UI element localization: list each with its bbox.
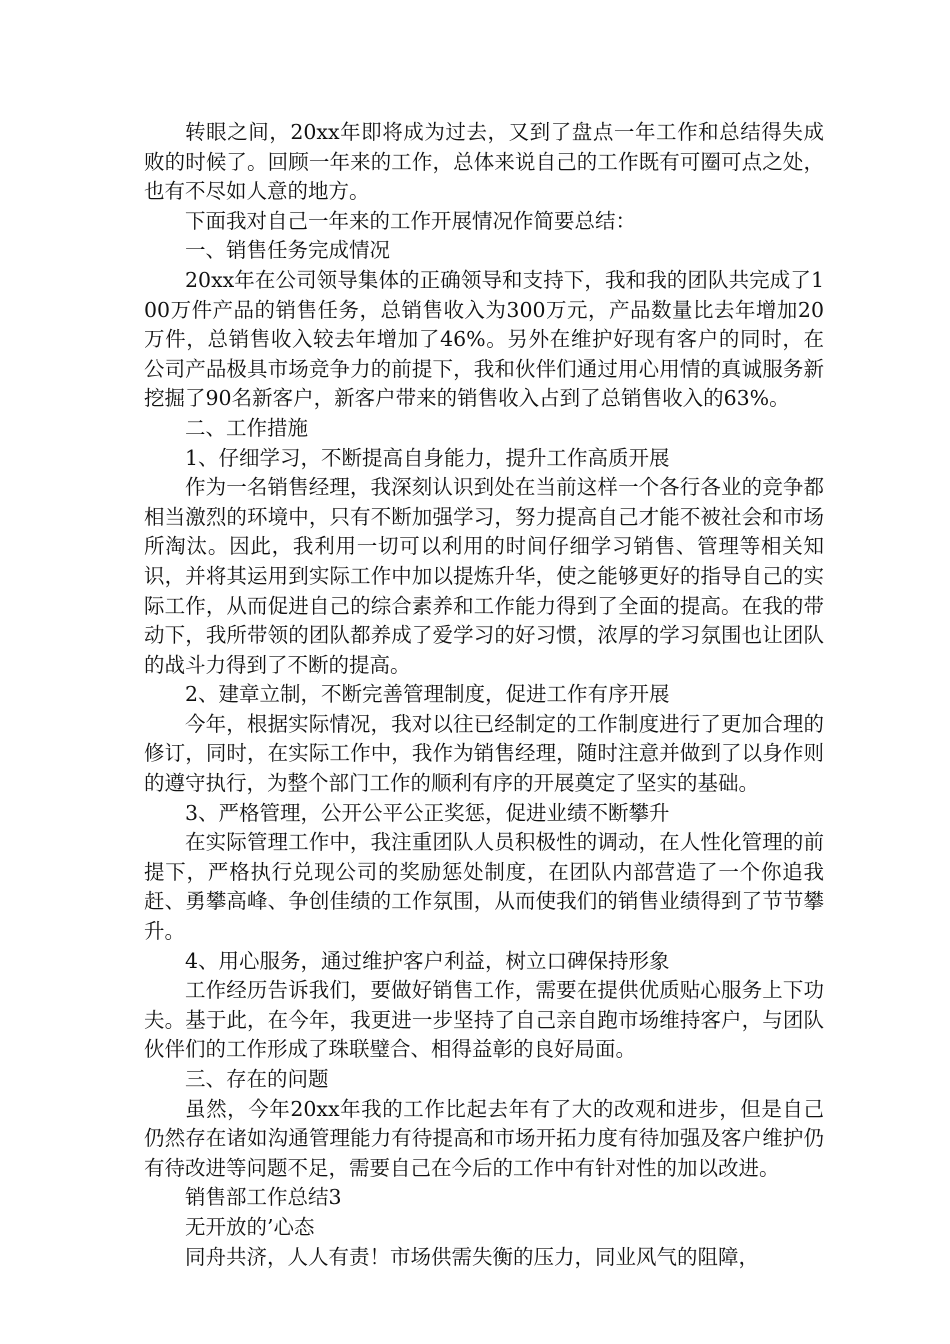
subheading-rules: 2、建章立制，不断完善管理制度，促进工作有序开展: [185, 682, 670, 707]
paragraph-intro: 转眼之间，20xx年即将成为过去，又到了盘点一年工作和总结得失成败的时候了。回顾一年来的工作，总体来说自己的工作既有可圈可点之处，也有不尽如人意的地方。: [144, 120, 824, 204]
paragraph-summary-lead: 下面我对自己一年来的工作开展情况作简要总结：: [185, 208, 636, 233]
subheading-open-mindset: 无开放的’心态: [185, 1214, 315, 1239]
paragraph-sales-results: 20xx年在公司领导集体的正确领导和支持下，我和我的团队共完成了100万件产品的销售任务，总销售收入为300万元，产品数量比去年增加20万件，总销售收入较去年增加了46%。另外在维护好现有客户的同时，在公司产品极具市场竞争力的前提下，我和伙伴们通过用心用情的真诚服务新挖掘了90名新客户，新客户带来的销售收入占到了总销售收入的63%。: [144, 267, 824, 411]
paragraph-study: 作为一名销售经理，我深刻认识到处在当前这样一个各行各业的竞争都相当激烈的环境中，只有不断加强学习，努力提高自己才能不被社会和市场所淘汰。因此，我利用一切可以利用的时间仔细学习销售、管理等相关知识，并将其运用到实际工作中加以提炼升华，使之能够更好的指导自己的实际工作，从而促进自己的综合素养和工作能力得到了全面的提高。在我的带动下，我所带领的团队都养成了爱学习的好习惯，浓厚的学习氛围也让团队的战斗力得到了不断的提高。: [144, 475, 824, 677]
section-heading-sales-tasks: 一、销售任务完成情况: [185, 238, 390, 263]
paragraph-problems: 虽然，今年20xx年我的工作比起去年有了大的改观和进步，但是自己仍然存在诸如沟通管理能力有待提高和市场开拓力度有待加强及客户维护仍有待改进等问题不足，需要自己在今后的工作中有针对性的加以改进。: [144, 1096, 824, 1180]
paragraph-management: 在实际管理工作中，我注重团队人员积极性的调动，在人性化管理的前提下，严格执行兑现公司的奖励惩处制度，在团队内部营造了一个你追我赶、勇攀高峰、争创佳绩的工作氛围，从而使我们的销售业绩得到了节节攀升。: [144, 830, 824, 944]
subheading-study: 1、仔细学习，不断提高自身能力，提升工作高质开展: [185, 445, 670, 470]
document-body: [144, 118, 824, 1272]
section-heading-problems: 三、存在的问题: [185, 1067, 329, 1091]
paragraph-teamwork: 同舟共济，人人有责！市场供需失衡的压力，同业风气的阻障，: [185, 1244, 759, 1269]
paragraph-rules: 今年，根据实际情况，我对以往已经制定的工作制度进行了更加合理的修订，同时，在实际工作中，我作为销售经理，随时注意并做到了以身作则的遵守执行，为整个部门工作的顺利有序的开展奠定了坚实的基础。: [144, 711, 824, 796]
subheading-service: 4、用心服务，通过维护客户利益，树立口碑保持形象: [185, 948, 670, 973]
section-heading-measures: 二、工作措施: [185, 415, 308, 440]
document-title-3: 销售部工作总结3: [185, 1185, 342, 1210]
subheading-management: 3、严格管理，公开公平公正奖惩，促进业绩不断攀升: [185, 800, 670, 825]
paragraph-service: 工作经历告诉我们，要做好销售工作，需要在提供优质贴心服务上下功夫。基于此，在今年，我更进一步坚持了自己亲自跑市场维持客户，与团队伙伴们的工作形成了珠联璧合、相得益彰的良好局面。: [144, 978, 824, 1062]
